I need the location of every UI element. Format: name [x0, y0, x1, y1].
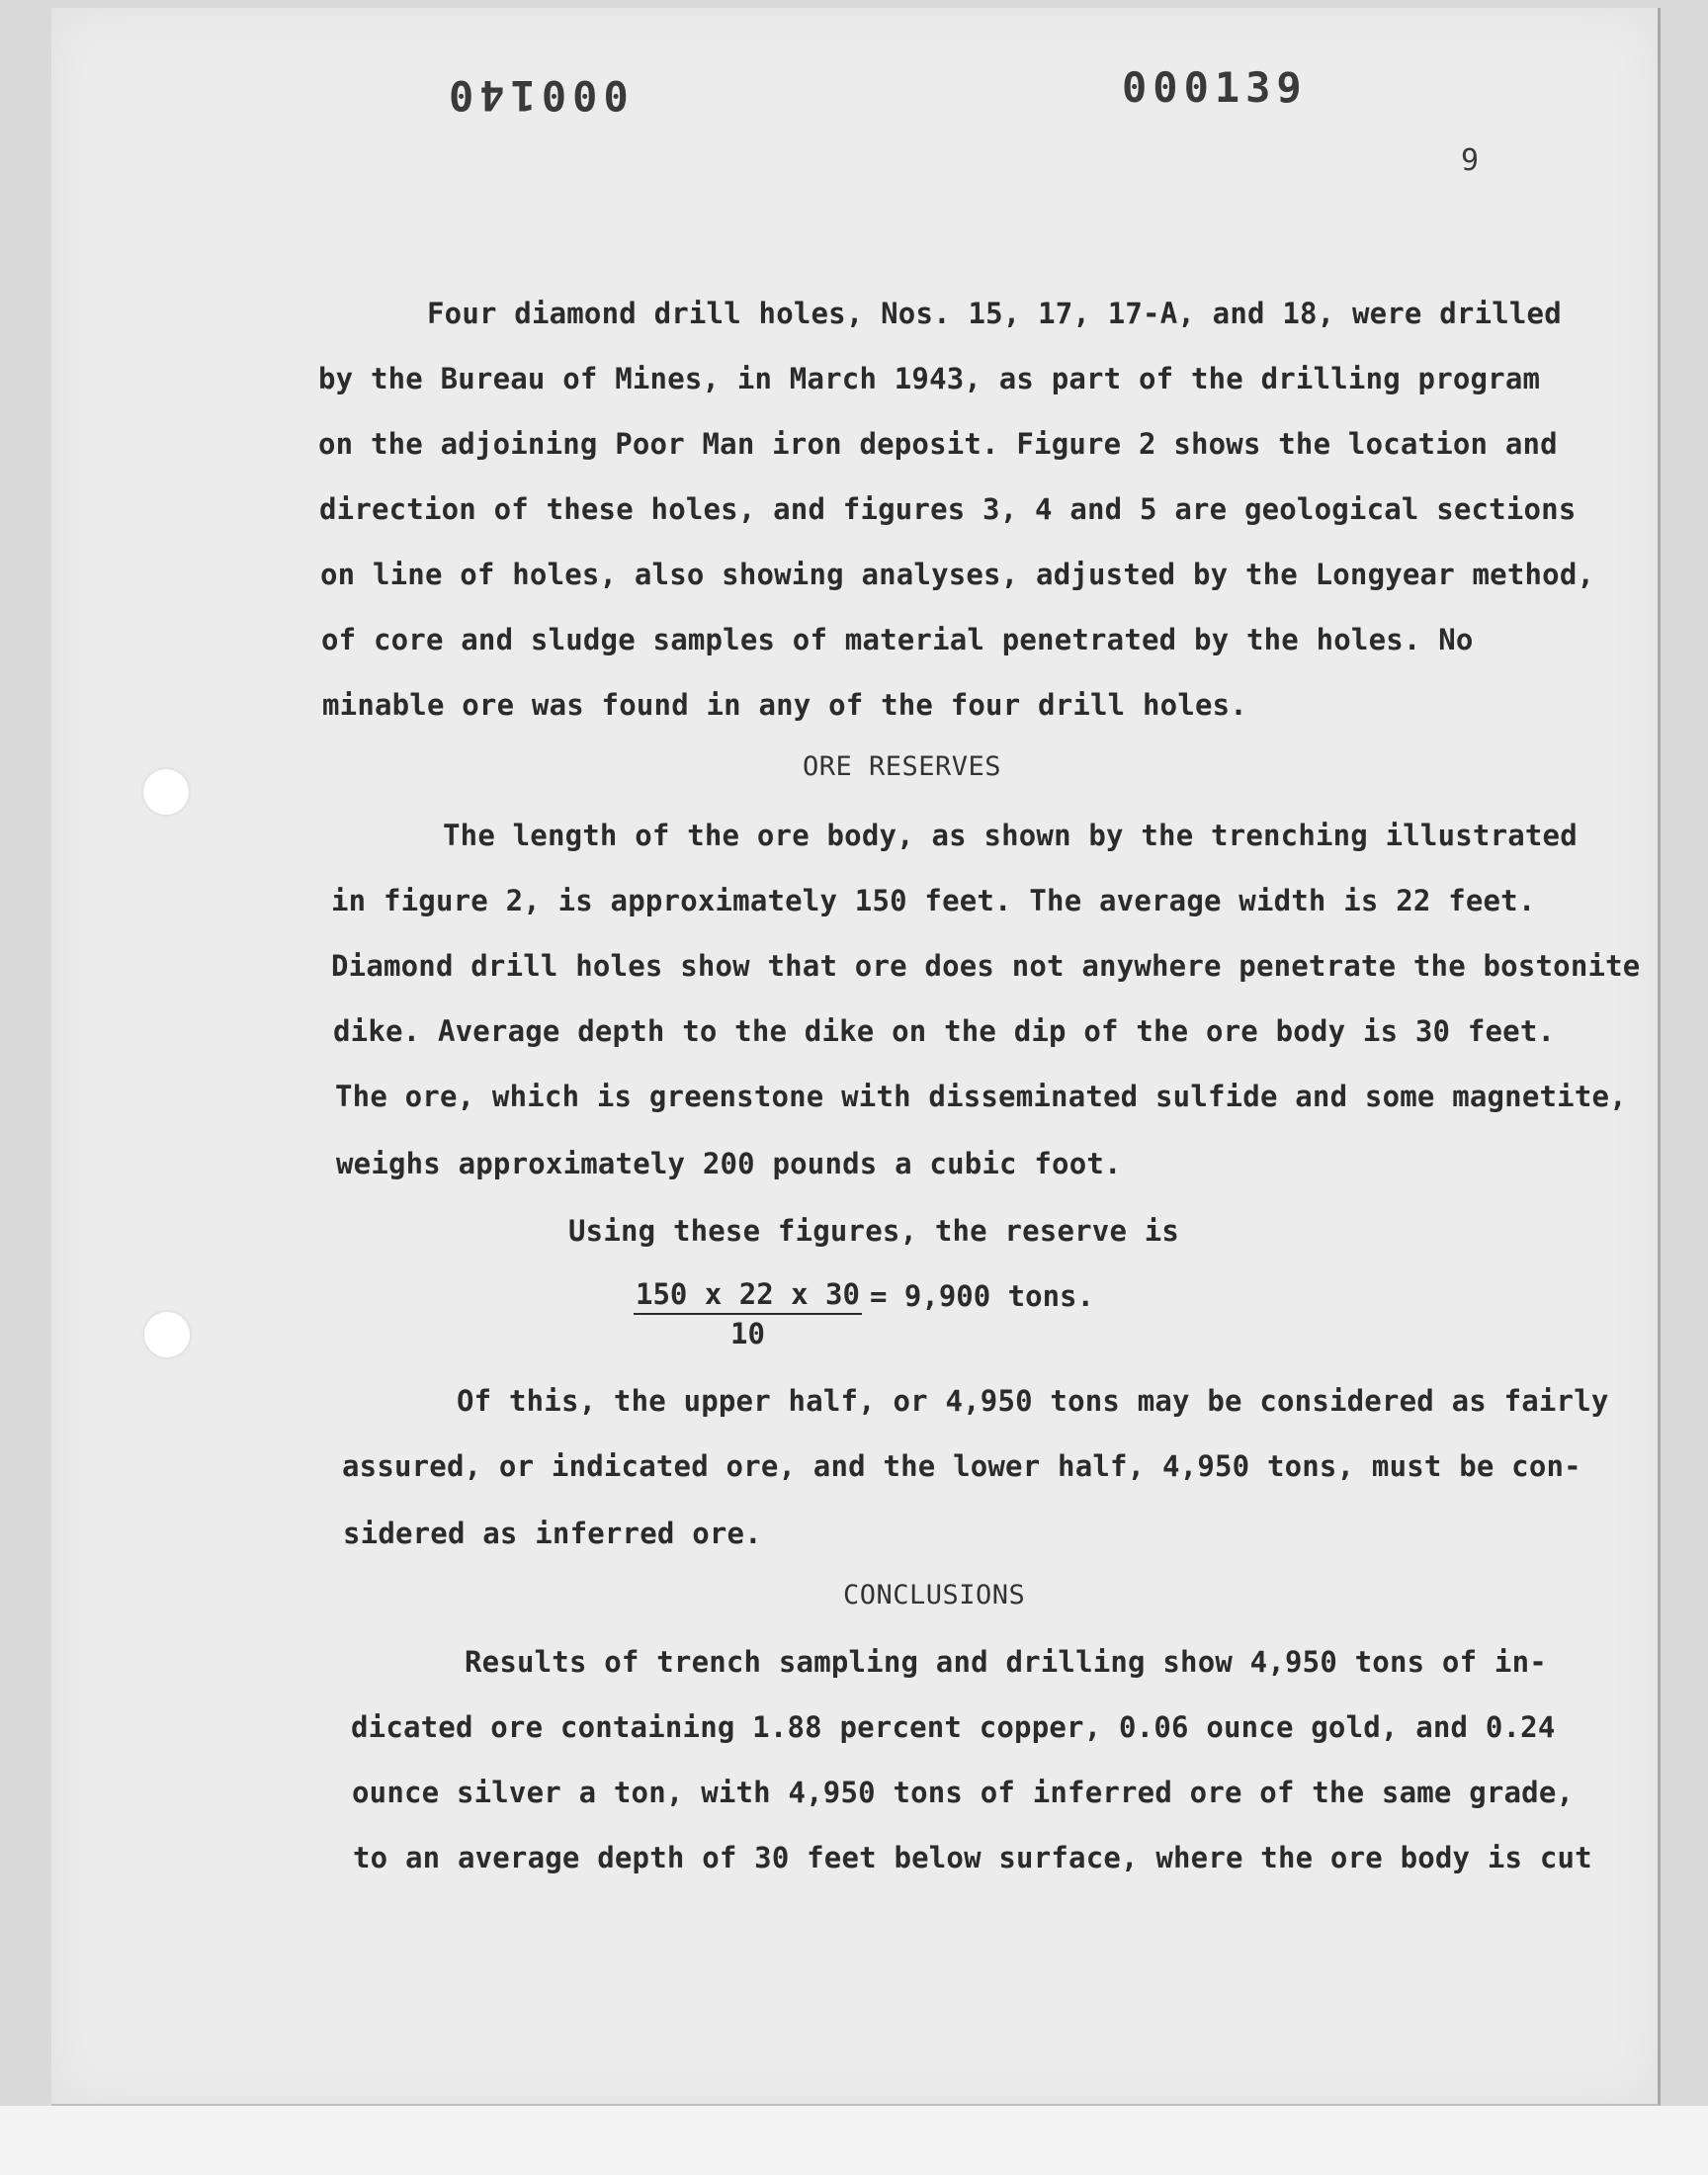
formula-denominator: 10 [730, 1317, 765, 1350]
formula-numerator: 150 x 22 x 30 [634, 1277, 862, 1315]
paragraph-4-line: ounce silver a ton, with 4,950 tons of inferred ore of the same grade, [352, 1776, 1575, 1809]
paragraph-3-line: Of this, the upper half, or 4,950 tons may be considered as fairly [457, 1384, 1609, 1418]
paragraph-1-line: of core and sludge samples of material penetrated by the holes. No [321, 623, 1474, 656]
scan-bottom-strip [0, 2106, 1708, 2175]
page-number: 9 [1461, 143, 1480, 178]
paragraph-1-line: on line of holes, also showing analyses, adjusted by the Longyear method, [320, 558, 1595, 591]
formula-fraction [634, 1277, 862, 1350]
paragraph-1-line: by the Bureau of Mines, in March 1943, as part of the drilling program [318, 362, 1541, 395]
paragraph-2-line: The ore, which is greenstone with disseminated sulfide and some magnetite, [335, 1080, 1627, 1113]
stamp-number-right: 000139 [1122, 63, 1308, 112]
reserve-formula [634, 1277, 1094, 1350]
paragraph-1-line: Four diamond drill holes, Nos. 15, 17, 17-A, and 18, were drilled [427, 297, 1562, 330]
paragraph-4-line: Results of trench sampling and drilling show 4,950 tons of in- [465, 1645, 1547, 1679]
paragraph-1-line: minable ore was found in any of the four drill holes. [322, 688, 1247, 722]
stamp-number-left: 000140 [443, 71, 629, 120]
paragraph-2-line: Diamond drill holes show that ore does not anywhere penetrate the bostonite [331, 949, 1641, 983]
paragraph-4-line: dicated ore containing 1.88 percent copper, 0.06 ounce gold, and 0.24 [351, 1710, 1556, 1744]
punch-hole-lower [144, 1312, 190, 1357]
paragraph-3-line: assured, or indicated ore, and the lower half, 4,950 tons, must be con- [342, 1449, 1581, 1483]
reserve-intro-text: Using these figures, the reserve is [568, 1214, 1180, 1248]
paragraph-3-line: sidered as inferred ore. [343, 1517, 762, 1550]
paragraph-1-line: on the adjoining Poor Man iron deposit. Figure 2 shows the location and [318, 427, 1558, 461]
paragraph-1-line: direction of these holes, and figures 3, 4 and 5 are geological sections [319, 492, 1577, 526]
section-heading-ore-reserves: ORE RESERVES [803, 751, 1002, 782]
paragraph-2-line: weighs approximately 200 pounds a cubic foot. [336, 1147, 1122, 1180]
paragraph-2-line: The length of the ore body, as shown by the trenching illustrated [443, 819, 1578, 852]
punch-hole-upper [143, 769, 189, 815]
section-heading-conclusions: CONCLUSIONS [843, 1580, 1026, 1610]
formula-result: = 9,900 tons. [869, 1279, 1094, 1313]
paragraph-4-line: to an average depth of 30 feet below surface, where the ore body is cut [353, 1841, 1592, 1874]
paragraph-2-line: in figure 2, is approximately 150 feet. The average width is 22 feet. [331, 884, 1536, 917]
paragraph-2-line: dike. Average depth to the dike on the dip of the ore body is 30 feet. [333, 1014, 1556, 1048]
